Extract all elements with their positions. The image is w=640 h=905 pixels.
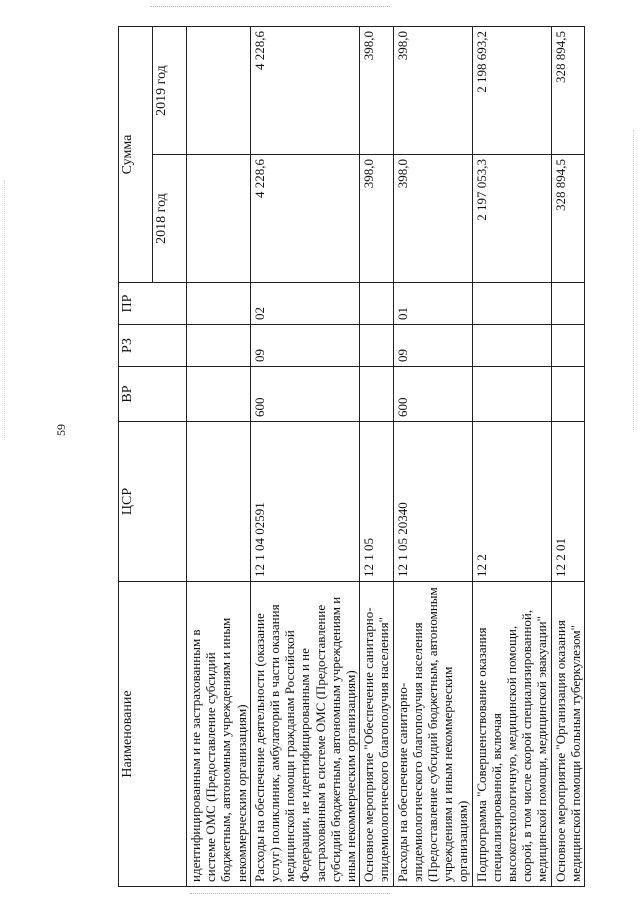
row-pr: 01 <box>393 283 472 325</box>
row-csr: 12 1 04 02591 <box>250 422 359 582</box>
row-pr: 02 <box>250 283 359 325</box>
row-pr <box>472 283 551 325</box>
row-rz: 09 <box>393 325 472 367</box>
row-name: Подпрограмма "Совершенствование оказания специализированной, включая высокотехнологичную, медицинской помощи, скорой, в том числе скорой специализированной, медицинской помощи, медицинской эвакуации" <box>472 582 551 887</box>
row-sum-2019: 398,0 <box>360 27 393 155</box>
row-pr <box>551 283 584 325</box>
header-csr: ЦСР <box>119 422 187 582</box>
row-csr: 12 1 05 <box>360 422 393 582</box>
row-sum-2018: 398,0 <box>393 155 472 283</box>
row-name: идентифицированным и не застрахованным в системе ОМС (Предоставление субсидий бюджетным, автономным учреждениям и иным некоммерческим организациям) <box>187 582 251 887</box>
row-rz: 09 <box>250 325 359 367</box>
row-name: Расходы на обеспечение деятельности (оказание услуг) поликлиник, амбулаторий в части оказания медицинской помощи гражданам Российской Федерации, не идентифицированным и не застрахованным в системе ОМС (Предоставление субсидий бюджетным, автономным учреждениям и иным некоммерческим организациям) <box>250 582 359 887</box>
row-csr: 12 2 01 <box>551 422 584 582</box>
row-rz <box>551 325 584 367</box>
header-year-2018: 2018 год <box>153 155 187 283</box>
row-sum-2018: 398,0 <box>360 155 393 283</box>
header-sum: Сумма <box>119 27 153 283</box>
header-year-2019: 2019 год <box>153 27 187 155</box>
row-csr <box>187 422 251 582</box>
rotated-page <box>118 27 588 887</box>
scan-artifact-right <box>633 130 634 430</box>
row-rz <box>187 325 251 367</box>
row-name: Расходы на обеспечение санитарно-эпидемиологического благополучия населения (Предоставление субсидий бюджетным, автономным учреждениям и иным некоммерческим организациям) <box>393 582 472 887</box>
row-sum-2019: 2 198 693,2 <box>472 27 551 155</box>
row-vr <box>187 367 251 422</box>
table-row <box>187 27 251 887</box>
row-sum-2019: 328 894,5 <box>551 27 584 155</box>
row-vr: 600 <box>250 367 359 422</box>
header-name: Наименование <box>119 582 187 887</box>
row-vr <box>472 367 551 422</box>
row-sum-2018: 328 894,5 <box>551 155 584 283</box>
row-vr <box>360 367 393 422</box>
header-rz: РЗ <box>119 325 187 367</box>
row-sum-2018: 2 197 053,3 <box>472 155 551 283</box>
row-csr: 12 2 <box>472 422 551 582</box>
row-pr <box>187 283 251 325</box>
scan-artifact-bottom <box>190 893 390 894</box>
row-rz <box>360 325 393 367</box>
table-row <box>393 27 472 887</box>
row-sum-2018 <box>187 155 251 283</box>
row-pr <box>360 283 393 325</box>
page-number: 59 <box>54 424 68 436</box>
row-rz <box>472 325 551 367</box>
table-row <box>472 27 551 887</box>
row-vr: 600 <box>393 367 472 422</box>
header-pr: ПР <box>119 283 187 325</box>
row-csr: 12 1 05 20340 <box>393 422 472 582</box>
row-sum-2018: 4 228,6 <box>250 155 359 283</box>
row-vr <box>551 367 584 422</box>
header-vr: ВР <box>119 367 187 422</box>
table-row <box>551 27 584 887</box>
table-row <box>250 27 359 887</box>
scan-artifact-left <box>4 180 5 440</box>
row-sum-2019: 398,0 <box>393 27 472 155</box>
table-row <box>360 27 393 887</box>
scan-artifact-top <box>150 6 390 7</box>
budget-table <box>118 26 585 887</box>
row-sum-2019: 4 228,6 <box>250 27 359 155</box>
row-name: Основное мероприятие "Обеспечение санитарно-эпидемиологического благополучия населения" <box>360 582 393 887</box>
row-name: Основное мероприятие "Организация оказания медицинской помощи больным туберкулезом" <box>551 582 584 887</box>
row-sum-2019 <box>187 27 251 155</box>
